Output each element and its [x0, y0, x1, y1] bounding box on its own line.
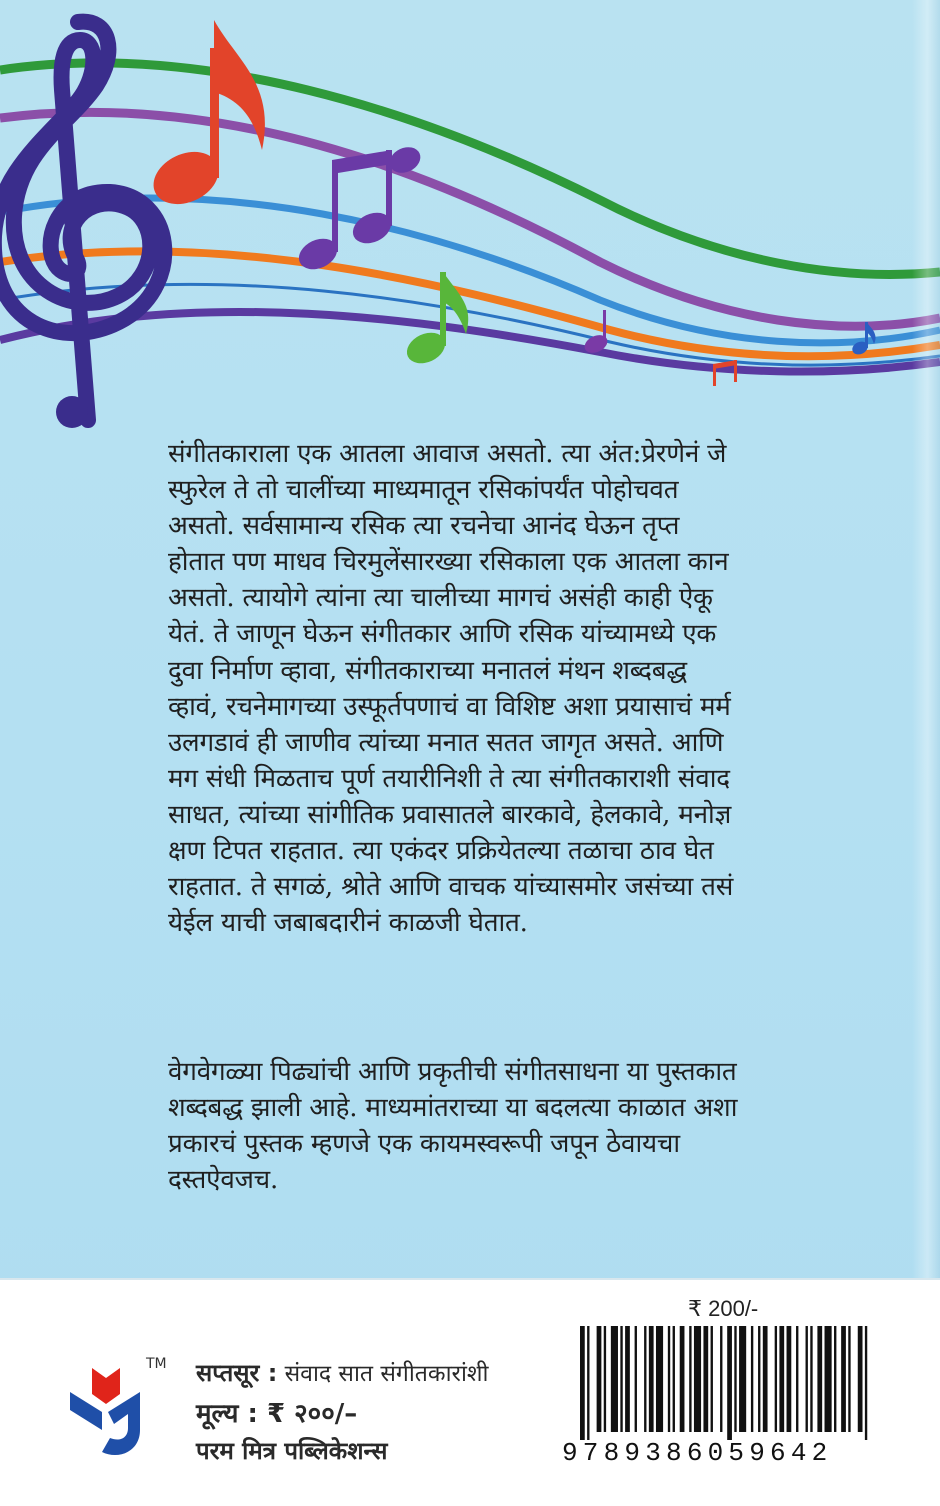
blurb-line: क्षण टिपत राहतात. त्या एकंदर प्रक्रियेतल्या तळाचा ठाव घेत — [168, 836, 714, 867]
barcode-bar — [865, 1326, 867, 1440]
blurb-line: वेगवेगळ्या पिढ्यांची आणि प्रकृतीची संगीतसाधना या पुस्तकात — [168, 1057, 737, 1087]
publisher-logo-icon — [62, 1368, 162, 1460]
barcode-bar — [611, 1326, 618, 1432]
blurb-line: दस्तऐवजच. — [168, 1165, 279, 1196]
barcode-bar — [604, 1326, 606, 1432]
blurb-line: शब्दबद्ध झाली आहे. माध्यमांतराच्या या बदलत्या काळात अशा — [168, 1093, 738, 1124]
barcode-bar — [796, 1326, 798, 1432]
blurb-line: होतात पण माधव चिरमुलेंसारख्या रसिकाला एक आतला कान — [168, 547, 729, 578]
blurb-line: मग संधी मिळताच पूर्ण तयारीनिशी ते त्या संगीतकाराशी संवाद — [168, 763, 730, 794]
blurb-paragraph-2 — [168, 1054, 858, 1198]
barcode-bar — [751, 1326, 753, 1432]
barcode-bar — [763, 1326, 768, 1432]
music-note-icon — [294, 142, 425, 275]
barcode-bar — [694, 1326, 701, 1432]
barcode-bar — [703, 1326, 708, 1432]
barcode-bar — [668, 1326, 670, 1432]
barcode-bar — [727, 1326, 732, 1440]
barcode-bar — [734, 1326, 736, 1432]
music-staff-illustration — [0, 0, 940, 430]
barcode-bar — [680, 1326, 685, 1432]
blurb-line: साधत, त्यांच्या सांगीतिक प्रवासातले बारकावे, हेलकावे, मनोज्ञ — [168, 799, 732, 830]
blurb-line: व्हावं, रचनेमागच्या उस्फूर्तपणाचं वा विशिष्ट अशा प्रयासाचं मर्म — [168, 691, 731, 722]
marathi-price-line: मूल्य : ₹ २००/– — [196, 1399, 358, 1429]
barcode-bar — [825, 1326, 832, 1432]
price-tag: ₹ 200/- — [688, 1296, 759, 1321]
staff-line-green — [0, 63, 940, 274]
blurb-line: संगीतकाराला एक आतला आवाज असतो. त्या अंत:प्रेरणेनं जे — [168, 439, 727, 469]
barcode-bar — [625, 1326, 630, 1432]
barcode-bar — [787, 1326, 792, 1432]
blurb-line: असतो. त्यायोगे त्यांना त्या चालीच्या मागचं असंही काही ऐकू — [168, 583, 713, 614]
book-subtitle: संवाद सात संगीतकारांशी — [277, 1361, 489, 1387]
blurb-line: येईल याची जबाबदारीनं काळजी घेतात. — [168, 908, 528, 939]
isbn-barcode — [562, 1326, 878, 1468]
barcode-bar — [673, 1326, 675, 1432]
barcode-bar — [858, 1326, 863, 1432]
trademark-mark: TM — [146, 1356, 167, 1372]
barcode-bar — [597, 1326, 602, 1432]
blurb-line: राहतात. ते सगळं, श्रोते आणि वाचक यांच्यासमोर जसंच्या तसं — [168, 872, 734, 903]
blurb-line: स्फुरेल ते तो चालींच्या माध्यमातून रसिकांपर्यंत पोहोचवत — [168, 475, 679, 506]
barcode-bar — [810, 1326, 812, 1432]
blurb-line: उलगडावं ही जाणीव त्यांच्या मनात सतत जागृत असते. आणि — [168, 727, 724, 758]
barcode-bar — [635, 1326, 637, 1432]
barcode-bar — [739, 1326, 746, 1432]
spine-fold-shadow — [912, 0, 940, 1278]
barcode-bar — [656, 1326, 663, 1432]
barcode-bar — [758, 1326, 760, 1432]
treble-clef-icon — [0, 22, 164, 428]
barcode-bar — [587, 1326, 589, 1440]
barcode-bar — [834, 1326, 836, 1432]
barcode-bar — [689, 1326, 691, 1432]
barcode-bar — [720, 1326, 722, 1432]
barcode-bar — [649, 1326, 654, 1432]
barcode-bar — [644, 1326, 646, 1432]
barcode-icon — [580, 1326, 872, 1440]
blurb-paragraph-1 — [168, 436, 858, 941]
isbn-digits: 9789386059642 — [562, 1438, 833, 1468]
barcode-bar — [841, 1326, 846, 1432]
blurb-line: येतं. ते जाणून घेऊन संगीतकार आणि रसिक यांच्यामध्ये एक — [168, 619, 717, 650]
barcode-bar — [711, 1326, 713, 1432]
barcode-bar — [848, 1326, 850, 1432]
blurb-line: दुवा निर्माण व्हावा, संगीतकाराच्या मनातलं मंथन शब्दबद्ध — [168, 655, 688, 686]
blurb-line: असतो. सर्वसामान्य रसिक त्या रचनेचा आनंद घेऊन तृप्त — [168, 511, 680, 542]
barcode-bar — [806, 1326, 808, 1432]
barcode-bar — [580, 1326, 585, 1440]
barcode-bar — [775, 1326, 777, 1432]
publisher-name: परम मित्र पब्लिकेशन्स — [196, 1437, 388, 1465]
book-title-line — [196, 1356, 489, 1389]
barcode-bar — [817, 1326, 822, 1432]
book-title: सप्तसूर : — [196, 1359, 278, 1387]
barcode-bar — [620, 1326, 622, 1432]
barcode-bar — [779, 1326, 784, 1432]
blurb-line: प्रकारचं पुस्तक म्हणजे एक कायमस्वरूपी जपून ठेवायचा — [168, 1129, 680, 1160]
